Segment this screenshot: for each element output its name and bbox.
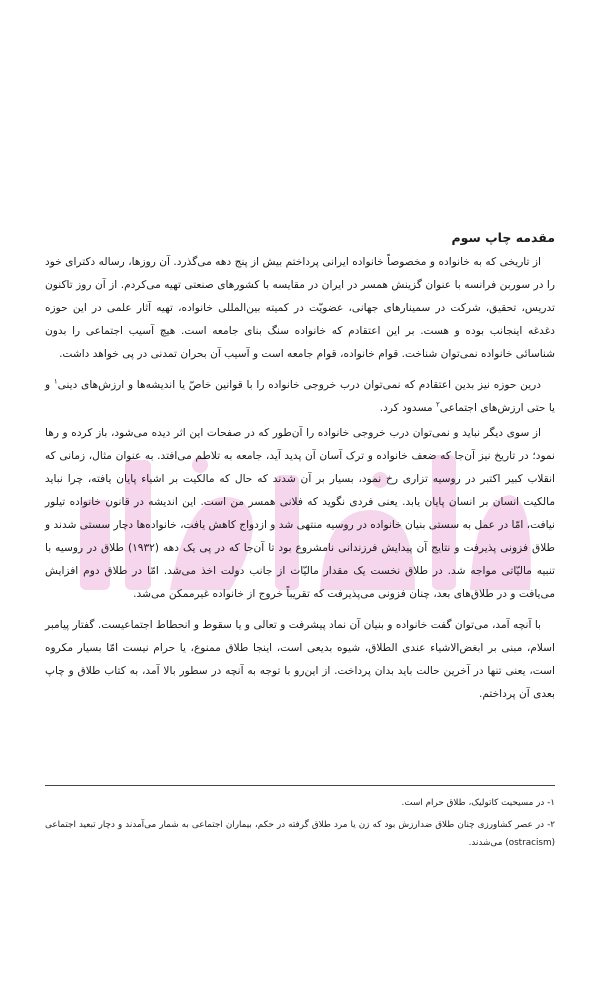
- section-heading: مقدمه چاپ سوم: [451, 230, 555, 245]
- paragraph: از سوی دیگر نباید و نمی‌توان درب خروجی خانواده را آن‌طور که در صفحات این اثر دیده می‌شود، باز کرده و رها نمود؛ در تاریخ نیز آن‌جا که ضعف خانواده و ترک آسان آن پدید آید، جامعه به تلاطم می‌افتد. به عنوان مثال، زمانی که انقلاب کبیر اکتبر در روسیه تزاری رخ نمود، بسیار بر آن شدند که حال که مالکیت بر اشیاء پایان یافته، چرا نباید مالکیت انسان بر انسان پایان یابد. یعنی فردی نگوید که فلانی همسر من است. این اندیشه در قانون خانواده تیلور نیافت، امّا در عمل به سستی بنیان خانواده در روسیه منتهی شد و ازدواج کاهش یافت، خانواده‌ها دچار سستی شدند و طلاق فزونی پذیرفت و نتایج آن پیدایش فرزندانی نامشروع بود تا آن‌جا که در پی یک دهه (۱۹۳۲) طلاق در روسیه با تنبیه مالیّاتی مواجه شد. در طلاق نخست یک مقدار مالیّات از جانب دولت اخذ می‌شد. امّا در طلاق دوم افزایش می‌یافت و در طلاق‌های بعد، چنان فزونی می‌پذیرفت که تقریباً خروج از خانواده غیرممکن می‌شد.: [45, 427, 555, 600]
- footnote: ۲- در عصر کشاورزی چنان طلاق ضدارزش بود که زن یا مرد طلاق گرفته در حکم، بیماران اجتماعی به شمار می‌آمدند و دچار تبعید اجتماعی (ostracism) می‌شدند.: [45, 820, 555, 848]
- footnotes: [45, 785, 555, 856]
- footnote-marker: ۲: [435, 400, 440, 409]
- paragraph-text: مسدود کرد.: [379, 402, 436, 414]
- footnote-divider: [45, 785, 555, 786]
- paragraph: [45, 374, 555, 420]
- footnote-marker: ۱: [53, 377, 58, 386]
- paragraph-text: درین حوزه نیز بدین اعتقادم که نمی‌توان درب خروجی خانواده را با قوانین خاصّ یا اندیشه‌ها و ارزش‌های دینی: [57, 379, 541, 391]
- paragraph: از تاریخی که به خانواده و مخصوصاً خانواده ایرانی پرداختم بیش از پنج دهه می‌گذرد. آن روزها، رساله دکترای خود را در سوربن فرانسه با عنوان گزینش همسر در ایران در مقایسه با کشورهای صنعتی تهیه می‌کردم. از آن روز تاکنون تدریس، تحقیق، شرکت در سمینارهای جهانی، عضویّت در کمیته بین‌المللی خانواده، تهیه آثار علمی در این حوزه دغدغه اینجانب بوده و هست. بر این اعتقادم که خانواده سنگ بنای جامعه است. هیچ آسیب اجتماعی را بدون شناسائی خانواده نمی‌توان شناخت. قوام خانواده، قوام جامعه است و آسیب آن بحران تمدنی در پی خواهد داشت.: [45, 256, 555, 360]
- main-text: [45, 230, 555, 708]
- paragraph-text: و یا حتی ارزش‌های اجتماعی: [45, 379, 555, 414]
- paragraph: با آنچه آمد، می‌توان گفت خانواده و بنیان آن نماد پیشرفت و تعالی و یا سقوط و انحطاط اجتماعیست. گفتار پیامبر اسلام، مبنی بر ابغض‌الاشیاء عندی الطلاق، شیوه بدیعی است، اینجا طلاق ممنوع، یا حرام نیست امّا بسیار مکروه است، یعنی تنها در آخرین حالت باید بدان پرداخت. از این‌رو با توجه به آنچه در سطور بالا آمد، به کتاب طلاق و چاپ بعدی آن پرداختم.: [45, 619, 555, 700]
- footnote: ۱- در مسیحیت کاتولیک، طلاق حرام است.: [401, 798, 555, 808]
